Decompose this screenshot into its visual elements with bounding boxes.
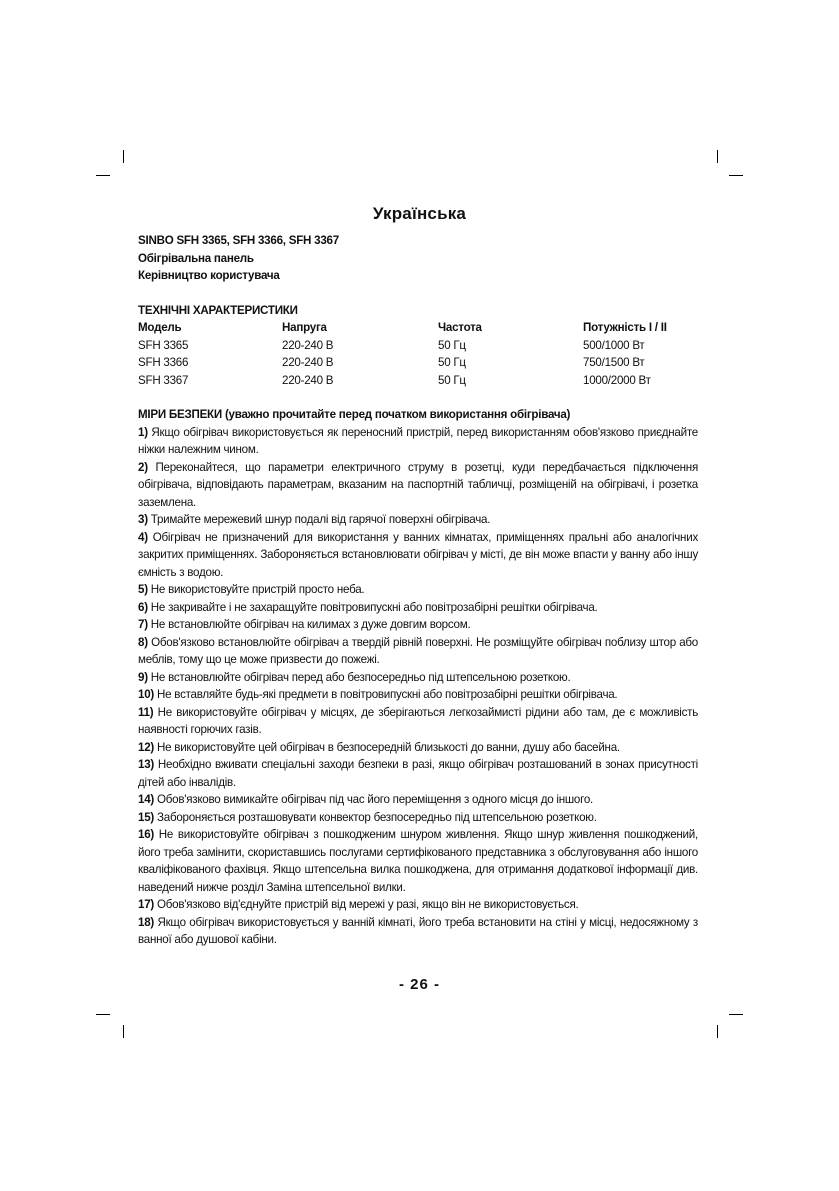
item-number: 6) xyxy=(138,600,148,614)
crop-mark-bottom-left-horizontal xyxy=(96,1014,110,1015)
crop-mark-top-left-horizontal xyxy=(96,175,110,176)
crop-mark-top-right-vertical xyxy=(717,150,718,163)
list-item xyxy=(138,686,698,704)
item-number: 17) xyxy=(138,898,155,911)
item-number: 1) xyxy=(138,425,148,439)
table-row xyxy=(138,354,698,372)
list-item xyxy=(138,581,698,599)
table-row xyxy=(138,372,698,390)
item-text: Переконайтеся, що параметри електричного струму в розетці, куди передбачається підключення обігрівача, відповідають параметрам, вказаним на паспортній табличці, розміщеній на обігрівачі, і розетка заземлена. xyxy=(138,460,698,509)
list-item xyxy=(138,529,698,582)
list-item xyxy=(138,704,698,739)
table-cell: 50 Гц xyxy=(438,338,466,352)
item-text: Не використовуйте обігрівач з пошкодженим шнуром живлення. Якщо шнур живлення пошкоджений, його треба замінити, скориставшись послугами сертифікованого представника з обслуговування або іншого кваліфікованого фахівця. Якщо штепсельна вилка пошкоджена, для отримання додаткової інформації див. наведений нижче розділ Заміна штепсельної вилки. xyxy=(138,828,698,894)
list-item xyxy=(138,896,698,914)
item-text: Не використовуйте пристрій просто неба. xyxy=(150,583,365,596)
column-header: Частота xyxy=(438,321,482,334)
list-item xyxy=(138,634,698,669)
table-cell: 220-240 В xyxy=(282,338,334,352)
table-cell: 1000/2000 Вт xyxy=(583,373,651,387)
item-number: 14) xyxy=(138,793,155,806)
item-text: Не закривайте і не захаращуйте повітровипускні або повітрозабірні решітки обігрівача. xyxy=(150,600,598,614)
item-number: 16) xyxy=(138,828,155,841)
item-number: 15) xyxy=(138,810,155,824)
crop-mark-top-right-horizontal xyxy=(729,175,743,176)
item-text: Не вставляйте будь-які предмети в повітровипускні або повітрозабірні решітки обігрівача. xyxy=(157,688,618,701)
table-cell: 220-240 В xyxy=(282,356,334,369)
list-item xyxy=(138,914,698,949)
language-title: Українська xyxy=(372,204,467,223)
manual-title: Керівництво користувача xyxy=(138,269,280,282)
crop-mark-bottom-left-vertical xyxy=(123,1025,124,1038)
list-item xyxy=(138,791,698,809)
item-number: 7) xyxy=(138,618,148,631)
item-text: Обов'язково вимикайте обігрівач під час його переміщення з одного місця до іншого. xyxy=(157,793,594,806)
item-text: Якщо обігрівач використовується як переносний пристрій, перед використанням обов'язково приєднайте ніжки належним чином. xyxy=(138,425,698,456)
list-item xyxy=(138,826,698,896)
item-number: 9) xyxy=(138,670,148,684)
list-item xyxy=(138,511,698,529)
page-content xyxy=(138,232,698,949)
list-item xyxy=(138,424,698,459)
list-item xyxy=(138,616,698,634)
page-number: - 26 - xyxy=(398,976,440,993)
item-number: 2) xyxy=(138,460,148,474)
item-text: Якщо обігрівач використовується у ванній кімнаті, його треба встановити на стіні у місці, недосяжному з ванної або душової кабіни. xyxy=(138,915,698,946)
table-cell: SFH 3366 xyxy=(138,356,189,369)
specs-header-row xyxy=(138,319,698,337)
column-header: Потужність I / II xyxy=(583,321,667,334)
table-row xyxy=(138,337,698,355)
item-number: 8) xyxy=(138,635,148,649)
crop-mark-bottom-right-vertical xyxy=(717,1025,718,1038)
item-text: Забороняється розташовувати конвектор безпосередньо під штепсельною розеткою. xyxy=(157,810,597,824)
column-header: Напруга xyxy=(282,321,327,334)
item-number: 3) xyxy=(138,513,148,526)
list-item xyxy=(138,669,698,687)
safety-heading: МІРИ БЕЗПЕКИ (уважно прочитайте перед початком використання обігрівача) xyxy=(138,408,571,421)
table-cell: 750/1500 Вт xyxy=(583,356,645,369)
specs-heading: ТЕХНІЧНІ ХАРАКТЕРИСТИКИ xyxy=(138,303,298,317)
list-item xyxy=(138,809,698,827)
table-cell: SFH 3367 xyxy=(138,373,189,387)
item-number: 4) xyxy=(138,530,148,544)
crop-mark-bottom-right-horizontal xyxy=(729,1014,743,1015)
item-text: Не використовуйте обігрівач у місцях, де зберігаються легкозаймисті рідини або там, де є можливість наявності горючих газів. xyxy=(138,705,698,736)
item-number: 18) xyxy=(138,915,155,929)
column-header: Модель xyxy=(138,321,182,334)
list-item xyxy=(138,756,698,791)
item-number: 5) xyxy=(138,583,148,596)
specs-table xyxy=(138,319,698,389)
item-text: Не встановлюйте обігрівач перед або безпосередньо під штепсельною розеткою. xyxy=(150,670,571,684)
table-cell: 50 Гц xyxy=(438,373,466,387)
list-item xyxy=(138,739,698,757)
item-number: 10) xyxy=(138,688,155,701)
table-cell: 500/1000 Вт xyxy=(583,338,645,352)
item-number: 13) xyxy=(138,758,155,771)
item-text: Не встановлюйте обігрівач на килимах з дуже довгим ворсом. xyxy=(150,618,471,631)
product-name: Обігрівальна панель xyxy=(138,251,254,265)
item-text: Необхідно вживати спеціальні заходи безпеки в разі, якщо обігрівач розташований в зонах присутності дітей або інвалідів. xyxy=(138,758,698,789)
table-cell: 50 Гц xyxy=(438,356,466,369)
table-cell: SFH 3365 xyxy=(138,338,189,352)
safety-list xyxy=(138,424,698,949)
table-cell: 220-240 В xyxy=(282,373,334,387)
models-line: SINBO SFH 3365, SFH 3366, SFH 3367 xyxy=(138,234,339,247)
crop-mark-top-left-vertical xyxy=(123,150,124,163)
item-number: 12) xyxy=(138,740,155,754)
list-item xyxy=(138,459,698,512)
item-text: Обігрівач не призначений для використання у ванних кімнатах, приміщеннях пральні або аналогічних закритих приміщеннях. Забороняється встановлювати обігрівач у місті, де він може впасти у ванну або іншу ємність з водою. xyxy=(138,530,698,579)
item-text: Обов'язково встановлюйте обігрівач а твердій рівній поверхні. Не розміщуйте обігрівач поблизу штор або меблів, тому що це може призвести до пожежі. xyxy=(138,635,698,666)
item-text: Тримайте мережевий шнур подалі від гарячої поверхні обігрівача. xyxy=(150,513,491,526)
item-text: Не використовуйте цей обігрівач в безпосередній близькості до ванни, душу або басейна. xyxy=(157,740,620,754)
item-text: Обов'язково від'єднуйте пристрій від мережі у разі, якщо він не використовується. xyxy=(157,898,579,911)
list-item xyxy=(138,599,698,617)
item-number: 11) xyxy=(138,705,154,719)
